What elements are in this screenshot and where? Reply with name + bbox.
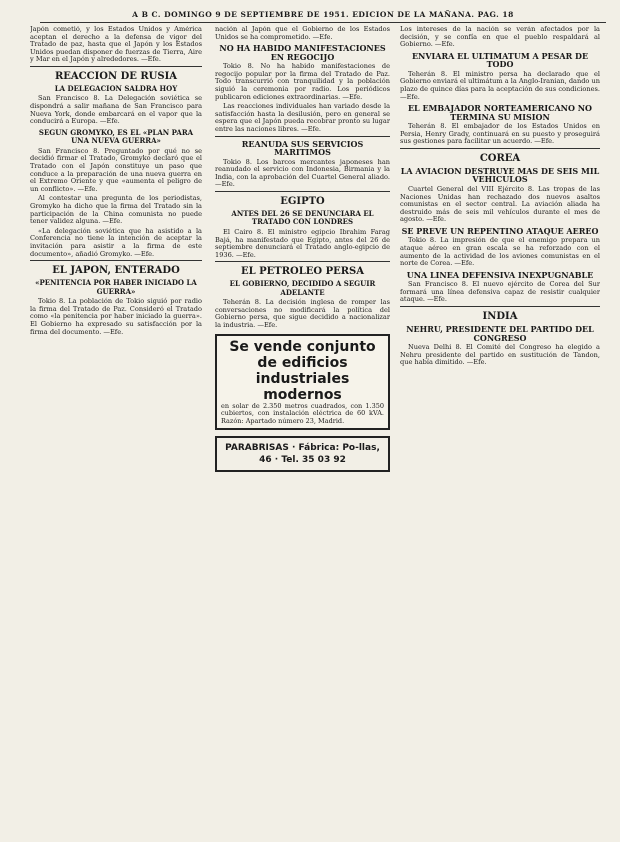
headline: EGIPTO <box>280 195 325 207</box>
subheadline: SEGUN GROMYKO, ES EL «PLAN PARA UNA NUEVA GUERRA» <box>38 127 194 146</box>
advertisement: PARABRISAS · Fábrica: Po-llas, 46 · Tel. 35 03 92 <box>215 436 390 472</box>
headline: REACCION DE RUSIA <box>54 70 178 82</box>
article-text: Japón cometió, y los Estados Unidos y América aceptan el derecho a la defensa de vigor del Tratado de paz, hasta que el Japón y los Estados Unidos puedan disponer de fuerzas de Tierra, Aire y Mar en el Japón y alrededores. —Efe. <box>30 26 202 64</box>
classified-ad <box>215 334 390 431</box>
article-text: Las reacciones individuales han variado desde la satisfacción hasta la desilusión, pero en general se espera que el Japón pueda recobrar pronto su lugar entre las naciones libres. —Efe. <box>215 102 390 133</box>
article-text: Cuartel General del VIII Ejército 8. Las tropas de las Naciones Unidas han rechazado dos nuevos asaltos comunistas en el sector central. La aviación aliada ha destruido más de seis mil vehículos durante el mes de agosto. —Efe. <box>400 184 600 224</box>
article-text: Nueva Delhi 8. El Comité del Congreso ha elegido a Nehru presidente del partido en sustitución de Tandon, que había dimitido. —Efe. <box>400 343 600 367</box>
subheadline: LA DELEGACION SALDRA HOY <box>54 83 178 93</box>
headline: INDIA <box>482 311 518 323</box>
headline: NO HA HABIDO MANIFESTACIONES EN REGOCIJO <box>219 43 386 62</box>
headline: ENVIARA EL ULTIMATUM A PESAR DE TODO <box>411 50 589 70</box>
divider <box>215 191 390 192</box>
article-text: Teherán 8. El ministro persa ha declarado que el Gobierno enviará el ultimátum a la Anglo-Iranian, dando un plazo de quince días para la aceptación de sus condiciones. —Efe. <box>400 69 600 101</box>
ad-text: en solar de 2.350 metros cuadrados, con 1.350 cubiertos, con instalación eléctrica de 60 kVA. Razón: Apartado número 23, Madrid. <box>221 401 384 425</box>
divider <box>215 136 390 137</box>
article-text: Al contestar una pregunta de los periodistas, Gromyko ha dicho que la firma del Tratado sin la participación de la China comunista no puede tener validez alguna. —Efe. <box>30 194 202 226</box>
article-text: San Francisco 8. Preguntado por qué no se decidió firmar el Tratado, Gromyko declaró que el Tratado con el Japón constituye un paso que conduce a la preparación de una nueva guerra en el Extremo Oriente y que «aumenta el peligro de un conflicto». —Efe. <box>30 146 202 193</box>
headline: REANUDA SUS SERVICIOS MARITIMOS <box>241 138 364 158</box>
article-text: Tokio 8. La población de Tokio siguió por radio la firma del Tratado de Paz. Consideró el Tratado como «la penitencia por haber iniciado la guerra». El Gobierno ha expresado su satisfacción por la firma del documento. —Efe. <box>30 297 202 336</box>
article-text: nación al Japón que el Gobierno de los Estados Unidos se ha comprometido. —Efe. <box>215 26 390 41</box>
article-text: «La delegación soviética que ha asistido a la Conferencia no tiene la intención de aceptar la invitación para asistir a la firma de este documento», añadió Gromyko. —Efe. <box>30 226 202 258</box>
subheadline: «PENITENCIA POR HABER INICIADO LA GUERRA» <box>35 278 197 296</box>
subheadline: LA AVIACION DESTRUYE MAS DE SEIS MIL VEHICULOS <box>400 165 600 185</box>
headline: UNA LINEA DEFENSIVA INEXPUGNABLE <box>406 269 594 280</box>
article-text: Tokio 8. Los barcos mercantes japoneses han reanudado el servicio con Indonesia, Birmania y la India, con la aprobación del Cuartel General aliado. —Efe. <box>215 157 390 189</box>
divider <box>400 148 600 149</box>
divider <box>215 261 390 262</box>
article-text: Teherán 8. El embajador de los Estados Unidos en Persia, Henry Grady, continuará en su puesto y proseguirá sus gestiones para facilitar un acuerdo. —Efe. <box>400 122 600 146</box>
subheadline: ANTES DEL 26 SE DENUNCIARA EL TRATADO CON LONDRES <box>231 208 374 227</box>
article-text: El Cairo 8. El ministro egipcio Ibrahim Farag Bajá, ha manifestado que Egipto, antes del 26 de septiembre denunciará el Tratado anglo-egipcio de 1936. —Efe. <box>215 227 390 259</box>
ad-title: Se vende conjunto de edificios industriales modernos <box>229 338 376 403</box>
headline: COREA <box>479 152 521 164</box>
article-text: Los intereses de la nación se verán afectados por la decisión, y se confía en que el pueblo respaldará al Gobierno. —Efe. <box>400 26 600 49</box>
article-text: Teherán 8. La decisión inglesa de romper las conversaciones no modificará la política del Gobierno persa, que sigue decidido a nacionalizar la industria. —Efe. <box>215 298 390 330</box>
headline: EL JAPON, ENTERADO <box>52 265 180 277</box>
column-1 <box>30 26 202 834</box>
article-text: San Francisco 8. La Delegación soviética se dispondrá a salir mañana de San Francisco para Nueva York, donde embarcará en el vapor que la conducirá a Europa. —Efe. <box>30 94 202 126</box>
page-header: A B C. DOMINGO 9 DE SEPTIEMBRE DE 1951. EDICION DE LA MAÑANA. PAG. 18 <box>40 8 606 23</box>
subheadline: EL GOBIERNO, DECIDIDO A SEGUIR ADELANTE <box>229 279 376 297</box>
subheadline: NEHRU, PRESIDENTE DEL PARTIDO DEL CONGRESO <box>406 324 594 343</box>
headline: EL PETROLEO PERSA <box>240 266 365 278</box>
divider <box>400 306 600 307</box>
article-text: Tokio 8. La impresión de que el enemigo prepara un ataque aéreo en gran escala se ha reforzado con el aumento de la actividad de los aviones comunistas en el norte de Corea. —Efe. <box>400 236 600 268</box>
article-text: San Francisco 8. El nuevo ejército de Corea del Sur formará una línea defensiva capaz de resistir cualquier ataque. —Efe. <box>400 280 600 304</box>
headline: EL EMBAJADOR NORTEAMERICANO NO TERMINA SU MISION <box>407 103 593 122</box>
headline: SE PREVE UN REPENTINO ATAQUE AEREO <box>401 225 599 236</box>
divider <box>30 260 202 261</box>
column-3 <box>400 26 600 834</box>
column-2 <box>215 26 390 834</box>
divider <box>30 66 202 67</box>
article-text: Tokio 8. No ha habido manifestaciones de regocijo popular por la firma del Tratado de Paz. Todo transcurrió con tranquilidad y la población siguió la ceremonia por radio. Los periódicos publicaron ediciones extraordinarias. —Efe. <box>215 62 390 101</box>
